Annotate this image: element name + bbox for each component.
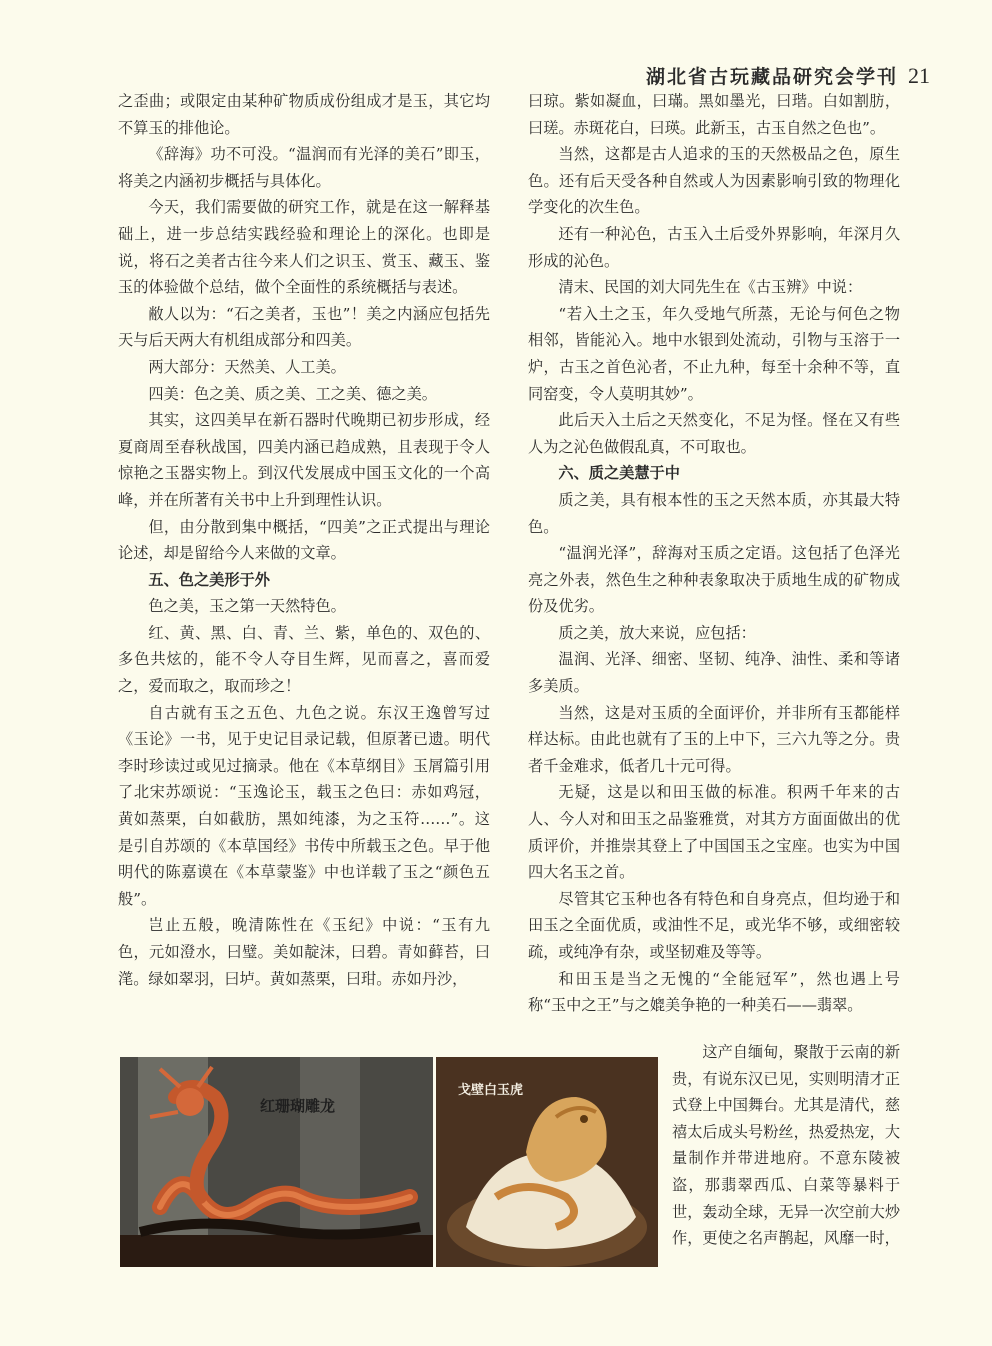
page-header [646, 62, 930, 89]
paragraph: 今天，我们需要做的研究工作，就是在这一解释基础上，进一步总结实践经验和理论上的深化。也即是说，将石之美者古往今来人们之识玉、赏玉、藏玉、鉴玉的体验做个总结，做个全面性的系统概括与表述。 [118, 198, 490, 297]
paragraph: 《辞海》功不可没。“温润而有光泽的美石”即玉，将美之内涵初步概括与具体化。 [118, 145, 490, 190]
paragraph: 色之美，玉之第一天然特色。 [148, 597, 346, 616]
paragraph: 还有一种沁色，古玉入土后受外界影响，年深月久形成的沁色。 [528, 224, 900, 270]
photo-gobi-tiger [436, 1057, 658, 1267]
paragraph: 此后天入土后之天然变化，不足为怪。怪在又有些人为之沁色做假乱真，不可取也。 [528, 411, 900, 456]
photo-coral-dragon [120, 1057, 433, 1267]
paragraph: 当然，这是对玉质的全面评价，并非所有玉都能样样达标。由此也就有了玉的上中下，三六九等之分。贵者千金难求，低者几十元可得。 [528, 703, 900, 775]
paragraph: 这产自缅甸，聚散于云南的新贵，有说东汉已见，实则明清才正式登上中国舞台。尤其是清代，慈禧太后成头号粉丝，热爱热宠，大量制作并带进地府。不意东陵被盗，那翡翠西瓜、白菜等暴料于世，轰动全球，无异一次空前大炒作，更使之名声鹊起，风靡一时， [672, 1043, 900, 1248]
paragraph: 但，由分散到集中概括，“四美”之正式提出与理论论述，却是留给今人来做的文章。 [118, 517, 490, 563]
right-column-continuation [672, 1039, 900, 1252]
paragraph: 岂止五般，晚清陈性在《玉纪》中说：“玉有九色，元如澄水，曰璧。美如靛沫，曰碧。青如藓苔，曰滗。绿如翠羽，曰垆。黄如蒸栗，曰玵。赤如丹沙， [118, 916, 490, 988]
coral-dragon-illustration [120, 1057, 433, 1267]
paragraph: 曰琼。紫如凝血，曰璊。黑如墨光，曰瑎。白如割肪，曰瑳。赤斑花白，曰瑛。此新玉，古玉自然之色也”。 [528, 92, 900, 137]
paragraph: 质之美，放大来说，应包括： [558, 623, 756, 642]
caption-gobi-tiger: 戈壁白玉虎 [458, 1083, 524, 1098]
paragraph: 和田玉是当之无愧的“全能冠军”，然也遇上号称“玉中之王”与之媲美争艳的一种美石——翡翠。 [528, 969, 900, 1015]
paragraph: 红、黄、黑、白、青、兰、紫，单色的、双色的、多色共炫的，能不令人夺目生辉，见而喜之，喜而爱之，爱而取之，取而珍之！ [118, 623, 490, 696]
right-column [528, 88, 900, 1019]
paragraph: 质之美，具有根本性的玉之天然本质，亦其最大特色。 [528, 490, 900, 536]
paragraph: 其实，这四美早在新石器时代晚期已初步形成，经夏商周至春秋战国，四美内涵已趋成熟，且表现于令人惊艳之玉器实物上。到汉代发展成中国玉文化的一个高峰，并在所著有关书中上升到理性认识。 [118, 411, 490, 509]
paragraph: 四美：色之美、质之美、工之美、德之美。 [148, 384, 437, 403]
paragraph: 无疑，这是以和田玉做的标准。积两千年来的古人、今人对和田玉之品鉴雅赏，对其方方面面做出的优质评价，并推崇其登上了中国国玉之宝座。也实为中国四大名玉之首。 [528, 783, 900, 882]
paragraph: 两大部分：天然美、人工美。 [148, 357, 346, 376]
journal-title: 湖北省古玩藏品研究会学刊 [645, 66, 898, 88]
paragraph: 温润、光泽、细密、坚韧、纯净、油性、柔和等诸多美质。 [528, 650, 900, 696]
page-number: 21 [908, 63, 930, 88]
paragraph: 敝人以为：“石之美者，玉也”！美之内涵应包括先天与后天两大有机组成部分和四美。 [118, 304, 490, 350]
paragraph: 自古就有玉之五色、九色之说。东汉王逸曾写过《玉论》一书，见于史记目录记载，但原著已遗。明代李时珍读过或见过摘录。他在《本草纲目》玉屑篇引用了北宋苏颂说：“玉逸论玉，载玉之色曰：赤如鸡冠，黄如蒸栗，白如截肪，黑如纯漆，为之玉符……”。这是引自苏颂的《本草国经》书传中所载玉之色。早于他明代的陈嘉谟在《本草蒙鉴》中也详载了玉之“颜色五般”。 [118, 703, 490, 908]
paragraph: 当然，这都是古人追求的玉的天然极品之色，原生色。还有后天受各种自然或人为因素影响引致的物理化学变化的次生色。 [528, 145, 900, 217]
left-column [118, 88, 490, 992]
section-heading: 六、质之美慧于中 [558, 464, 680, 483]
caption-coral-dragon: 红珊瑚雕龙 [260, 1097, 336, 1115]
paragraph: 尽管其它玉种也各有特色和自身亮点，但均逊于和田玉之全面优质，或油性不足，或光华不够，或细密较疏，或纯净有杂，或坚韧难及等等。 [528, 889, 900, 961]
paragraph: 之歪曲；或限定由某种矿物质成份组成才是玉，其它均不算玉的排他论。 [118, 92, 490, 137]
paragraph: “温润光泽”，辞海对玉质之定语。这包括了色泽光亮之外表，然色生之种种表象取决于质地生成的矿物成份及优劣。 [528, 544, 900, 616]
paragraph: 清末、民国的刘大同先生在《古玉辨》中说： [558, 278, 863, 297]
section-heading: 五、色之美形于外 [148, 570, 270, 589]
paragraph: “若入土之玉，年久受地气所蒸，无论与何色之物相邻，皆能沁入。地中水银到处流动，引物与玉溶于一炉，古玉之首色沁者，不止九种，每至十余种不等，直同窑变，令人莫明其妙”。 [528, 304, 900, 403]
